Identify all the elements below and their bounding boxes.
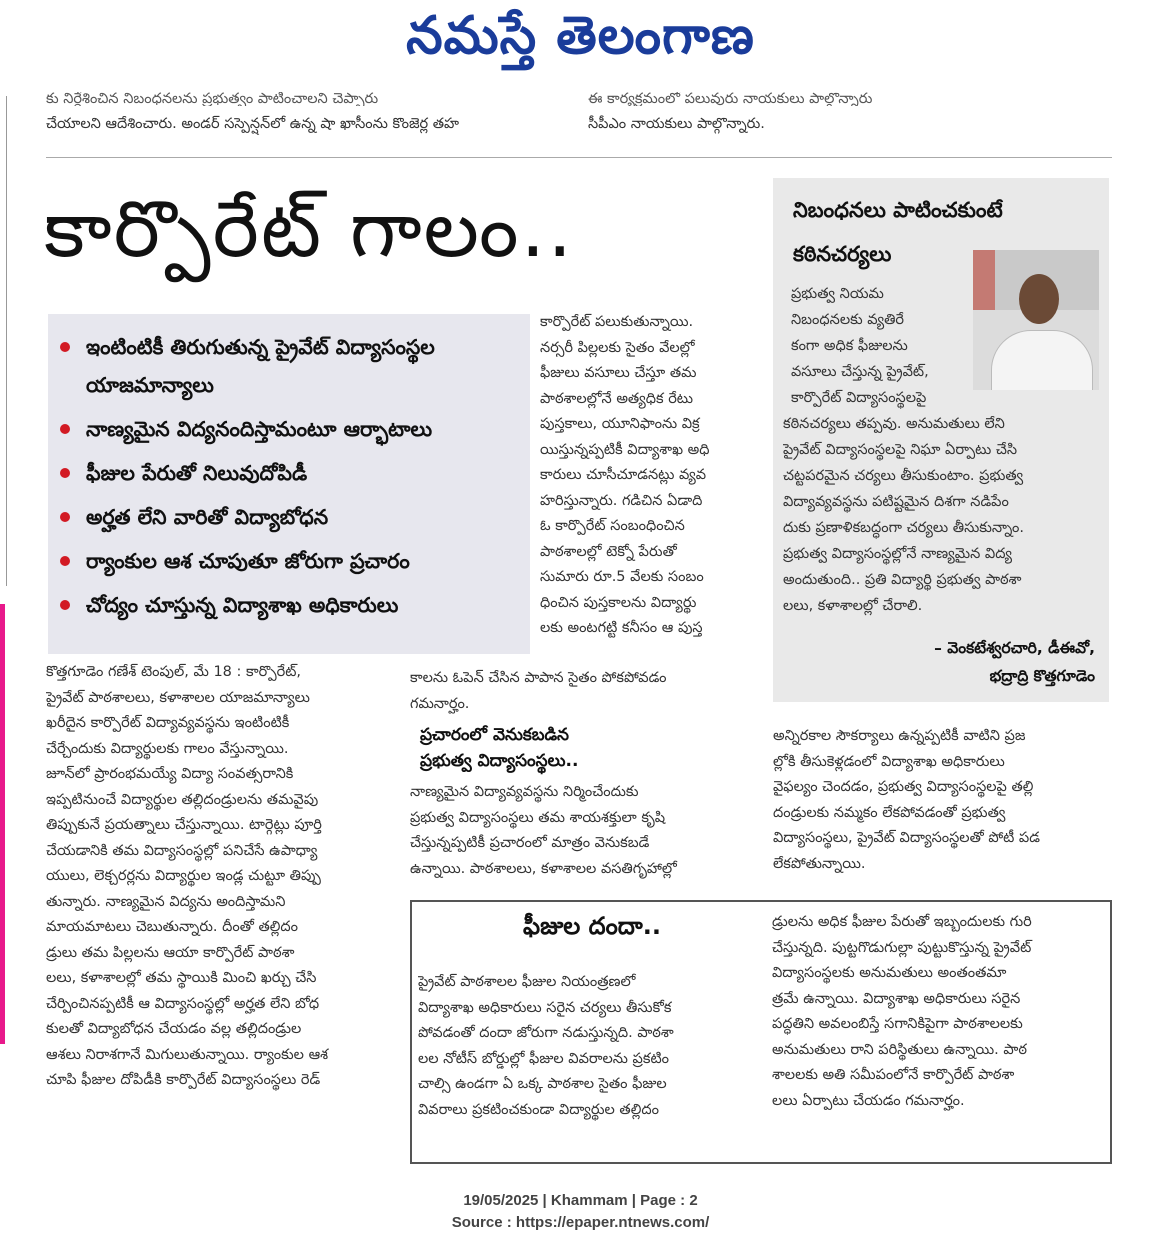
photo-person-head [1019, 274, 1059, 324]
sidebar-line: కార్పొరేట్ విద్యాసంస్థలపై [791, 390, 927, 406]
sidebar-line: దుకు ప్రణాళికబద్ధంగా చర్యలు తీసుకున్నాం. [783, 520, 1024, 536]
sidebar-line: కఠినచర్యలు తప్పవు. అనుమతులు లేని [783, 416, 1005, 432]
article-column-1 [46, 660, 386, 1094]
highlights-list [48, 314, 530, 624]
body-line: అన్నిరకాల సౌకర్యాలు ఉన్నప్పటికీ వాటిని ప్రజ [773, 728, 1026, 744]
highlight-text: అర్హత లేని వారితో విద్యాబోధన [86, 505, 329, 529]
faded-line: ఈ కార్యక్రమంలో పలువురు నాయకులు పాల్గొన్నారు [588, 92, 873, 106]
highlight-item [60, 410, 530, 448]
edition-info: 19/05/2025 | Khammam | Page : 2 [463, 1192, 698, 1209]
article-column-2-top [540, 310, 750, 642]
box-line: లలు ఏర్పాటు చేయడం గమనార్హం. [772, 1092, 965, 1109]
highlight-item [60, 586, 530, 624]
highlight-text: ఇంటింటికీ తిరుగుతున్న ప్రైవేట్ విద్యాసంస్థల యాజమాన్యాలు [86, 335, 435, 397]
sidebar-signature [775, 634, 1095, 690]
body-line: తున్నారు. నాణ్యమైన విద్యను అందిస్తామని [46, 893, 286, 910]
box-line: వివరాలు ప్రకటించకుండా విద్యార్థుల తల్లిదం [418, 1101, 659, 1118]
sidebar-line: ప్రభుత్వ నియమ [791, 286, 884, 302]
body-line: చేర్పించినప్పటికీ ఆ విద్యాసంస్థల్లో అర్హత లేని బోధ [46, 995, 320, 1012]
body-line: లేకపోతున్నాయి. [773, 855, 866, 872]
bullet-dot-icon [60, 512, 70, 522]
body-line: నర్సరీ పిల్లలకు సైతం వేలల్లో [540, 339, 695, 356]
fees-racket-box [410, 900, 1112, 1164]
box-column-right [772, 910, 1102, 1114]
body-line: కులతో విద్యాబోధన చేయడం వల్ల తల్లిదండ్రుల [46, 1021, 302, 1037]
box-line: ప్రైవేట్ పాఠశాలల ఫీజుల నియంత్రణలో [418, 974, 636, 990]
highlight-item [60, 542, 530, 580]
bullet-dot-icon [60, 342, 70, 352]
box-line: విద్యాశాఖ అధికారులు సరైన చర్యలు తీసుకోక [418, 999, 672, 1016]
body-line: నాణ్యమైన విద్యావ్యవస్థను నిర్మించేందుకు [410, 784, 639, 800]
highlights-box [48, 314, 530, 654]
body-line: పాఠశాలల్లోనే అత్యధిక రేటు [540, 390, 693, 407]
sidebar-title-line: కఠినచర్యలు [793, 242, 892, 266]
box-line: లల నోటీస్ బోర్డుల్లో ఫీజుల వివరాలను ప్రకటిం [418, 1050, 669, 1067]
body-line: జూన్‌లో ప్రారంభమయ్యే విద్యా సంవత్సరానికి [46, 766, 294, 782]
highlight-text: ఫీజుల పేరుతో నిలువుదోపిడీ [86, 461, 308, 485]
source-label: Source : [451, 1214, 516, 1231]
official-photo [973, 250, 1099, 390]
sidebar-line: కంగా అధిక ఫీజులను [791, 338, 908, 354]
body-line: వైఫల్యం చెందడం, ప్రభుత్వ విద్యాసంస్థలపై తల్లి [773, 779, 1034, 795]
body-line: విద్యాసంస్థలు, ప్రైవేట్ విద్యాసంస్థలతో పోటీ పడ [773, 830, 1040, 846]
body-line: హరిస్తున్నారు. గడిచిన ఏడాది [540, 492, 703, 509]
body-line: లకు అంటగట్టి కనీసం ఆ పుస్త [540, 620, 703, 636]
pink-edge-bar [0, 604, 5, 1044]
body-line: లలు, కళాశాలల్లో తమ స్థాయికి మించి ఖర్చు చేసి [46, 970, 317, 986]
article-column-2-bottom [410, 780, 750, 882]
body-line: చేస్తున్నప్పటికీ ప్రచారంలో మాత్రం వెనుకబడే [410, 835, 650, 851]
top-strip-left [46, 92, 566, 144]
article-headline: కార్పొరేట్ గాలం.. [44, 185, 575, 275]
body-line: గమనార్హం. [410, 695, 470, 712]
sidebar-line: ప్రైవేట్ విద్యాసంస్థలపై నిఘా ఏర్పాటు చేసి [783, 442, 1018, 458]
body-line: ఖరీదైన కార్పొరేట్ విద్యావ్యవస్థను ఇంటింటికీ [46, 715, 290, 731]
official-quote-sidebar [773, 178, 1109, 702]
body-line: దండ్రులకు నమ్మకం లేకపోవడంతో ప్రభుత్వ [773, 804, 1006, 821]
bullet-dot-icon [60, 556, 70, 566]
page-footer [0, 1190, 1161, 1234]
subheading-line: ప్రచారంలో వెనుకబడిన [420, 725, 569, 745]
body-line: పుస్తకాలు, యూనిఫాంను విక్ర [540, 416, 700, 432]
signature-line: – వెంకటేశ్వరచారి, డీఈవో, [934, 639, 1095, 657]
sidebar-line: విద్యావ్యవస్థను పటిష్టమైన దిశగా నడిపేం [783, 494, 1009, 510]
body-line: సుమారు రూ.5 వేలకు సంబం [540, 569, 704, 585]
strip-line: సీపీఎం నాయకులు పాల్గొన్నారు. [588, 116, 765, 132]
body-line: కొత్తగూడెం గణేశ్ టెంపుల్, మే 18 : కార్పొరేట్, [46, 664, 302, 680]
body-line: ల్లోకి తీసుకెళ్లడంలో విద్యాశాఖ అధికారులు [773, 753, 1005, 770]
highlight-item [60, 454, 530, 492]
article-subheading [420, 722, 750, 774]
body-line: కార్పొరేట్ పలుకుతున్నాయి. [540, 314, 694, 330]
box-line: విద్యాసంస్థలకు అనుమతులు అంతంతమా [772, 965, 1007, 981]
body-line: ప్రభుత్వ విద్యాసంస్థలు తమ శాయశక్తులా కృషి [410, 809, 666, 826]
top-strip-right [588, 92, 1108, 144]
body-line: యిస్తున్నప్పటికీ విద్యాశాఖ అధి [540, 441, 710, 458]
subheading-line: ప్రభుత్వ విద్యాసంస్థలు.. [420, 751, 579, 771]
body-line: కారులు చూసీచూడనట్లు వ్యవ [540, 467, 707, 483]
body-line: చేయడానికి తమ విద్యాసంస్థల్లో పనిచేసే ఉపాధ్యా [46, 842, 318, 859]
body-line: ఇప్పటినుంచే విద్యార్థుల తల్లిదండ్రులను తమవైపు [46, 791, 319, 808]
bullet-dot-icon [60, 468, 70, 478]
body-line: ధించిన పుస్తకాలను విద్యార్థు [540, 594, 697, 611]
body-line: ఆశలు నిరాశగానే మిగులుతున్నాయి. ర్యాంకుల ఆశ [46, 1046, 329, 1063]
body-line: పాఠశాలల్లో టెక్నో పేరుతో [540, 543, 677, 560]
body-line: డ్రులు తమ పిల్లలను ఆయా కార్పొరేట్ పాఠశా [46, 944, 295, 961]
source-link[interactable]: https://epaper.ntnews.com/ [515, 1214, 710, 1231]
highlight-item [60, 328, 530, 404]
sidebar-line: ప్రభుత్వ విద్యాసంస్థల్లోనే నాణ్యమైన విద్య [783, 546, 1013, 562]
box-title: ఫీజుల దందా.. [523, 912, 661, 940]
left-margin-rule [6, 96, 7, 586]
body-line: ఓ కార్పొరేట్ సంబంధించిన [540, 518, 685, 534]
sidebar-line: నిబంధనలకు వ్యతిరే [791, 312, 905, 328]
article-column-3 [773, 724, 1109, 877]
section-divider [46, 157, 1112, 158]
body-line: యులు, లెక్చరర్లను విద్యార్థుల ఇండ్ల చుట్టూ తిప్పు [46, 868, 321, 884]
body-line: మాయమాటలు చెబుతున్నారు. దీంతో తల్లిదం [46, 919, 299, 935]
box-line: శాలలకు అతి సమీపంలోనే కార్పొరేట్ పాఠశా [772, 1067, 1015, 1083]
sidebar-line: అందుతుంది.. ప్రతి విద్యార్థి ప్రభుత్వ పాఠశా [783, 572, 1022, 588]
highlight-text: నాణ్యమైన విద్యనందిస్తామంటూ ఆర్భాటాలు [86, 417, 433, 441]
bullet-dot-icon [60, 600, 70, 610]
faded-line: కు నిర్దేశించిన నిబంధనలను ప్రభుత్వం పాటించాలని చెప్పారు [46, 92, 379, 106]
box-line: చాల్సి ఉండగా ఏ ఒక్క పాఠశాల సైతం ఫీజుల [418, 1076, 667, 1092]
sidebar-line: వసూలు చేస్తున్న ప్రైవేట్, [791, 364, 929, 380]
body-line: చూపి ఫీజుల దోపిడీకి కార్పొరేట్ విద్యాసంస్థలు రెడ్ [46, 1072, 321, 1088]
photo-banner-accent [973, 250, 995, 310]
body-line: తిప్పుకునే ప్రయత్నాలు చేస్తున్నాయి. టార్గెట్లు పూర్తి [46, 817, 322, 833]
highlight-text: చోద్యం చూస్తున్న విద్యాశాఖ అధికారులు [86, 593, 399, 617]
box-line: డ్రులను అధిక ఫీజుల పేరుతో ఇబ్బందులకు గురి [772, 914, 1032, 930]
bullet-dot-icon [60, 424, 70, 434]
body-line: ఫీజులు వసూలు చేస్తూ తమ [540, 365, 697, 381]
sidebar-line: లలు, కళాశాలల్లో చేరాలి. [783, 598, 923, 614]
box-line: త్రమే ఉన్నాయి. విద్యాశాఖ అధికారులు సరైన [772, 990, 1021, 1007]
article-column-2-mid [410, 666, 750, 717]
body-line: కాలను ఓపెన్ చేసిన పాపాన సైతం పోకపోవడం [410, 670, 667, 686]
highlight-text: ర్యాంకుల ఆశ చూపుతూ జోరుగా ప్రచారం [86, 549, 410, 573]
signature-line: భద్రాద్రి కొత్తగూడెం [989, 667, 1095, 685]
masthead-logo: నమస్తే తెలంగాణ [406, 6, 755, 66]
box-line: చేస్తున్నది. పుట్టగొడుగుల్లా పుట్టుకొస్తున్న ప్రైవేట్ [772, 939, 1032, 956]
box-line: పోవడంతో దందా జోరుగా నడుస్తున్నది. పాఠశా [418, 1025, 674, 1041]
body-line: ప్రైవేట్ పాఠశాలలు, కళాశాలల యాజమాన్యాలు [46, 689, 310, 706]
box-line: పద్ధతిని అవలంబిస్తే సగానికిపైగా పాఠశాలలకు [772, 1016, 1023, 1032]
body-line: చేర్చేందుకు విద్యార్థులకు గాలం వేస్తున్నాయి. [46, 740, 289, 757]
photo-person-body [991, 330, 1093, 390]
highlight-item [60, 498, 530, 536]
strip-line: చేయాలని ఆదేశించారు. అండర్ సస్పెన్షన్‌లో ఉన్న షా ఖాసీంను కొంజెర్ల తహ [46, 116, 460, 132]
sidebar-title-line: నిబంధనలు పాటించకుంటే [793, 198, 1003, 222]
sidebar-line: చట్టపరమైన చర్యలు తీసుకుంటాం. ప్రభుత్వ [783, 468, 1024, 484]
box-column-left [418, 970, 752, 1123]
box-line: అనుమతులు రాని పరిస్థితులు ఉన్నాయి. పాఠ [772, 1041, 1027, 1058]
body-line: ఉన్నాయి. పాఠశాలలు, కళాశాలల వసతిగృహాల్లో [410, 860, 677, 877]
source-line [0, 1212, 1161, 1234]
